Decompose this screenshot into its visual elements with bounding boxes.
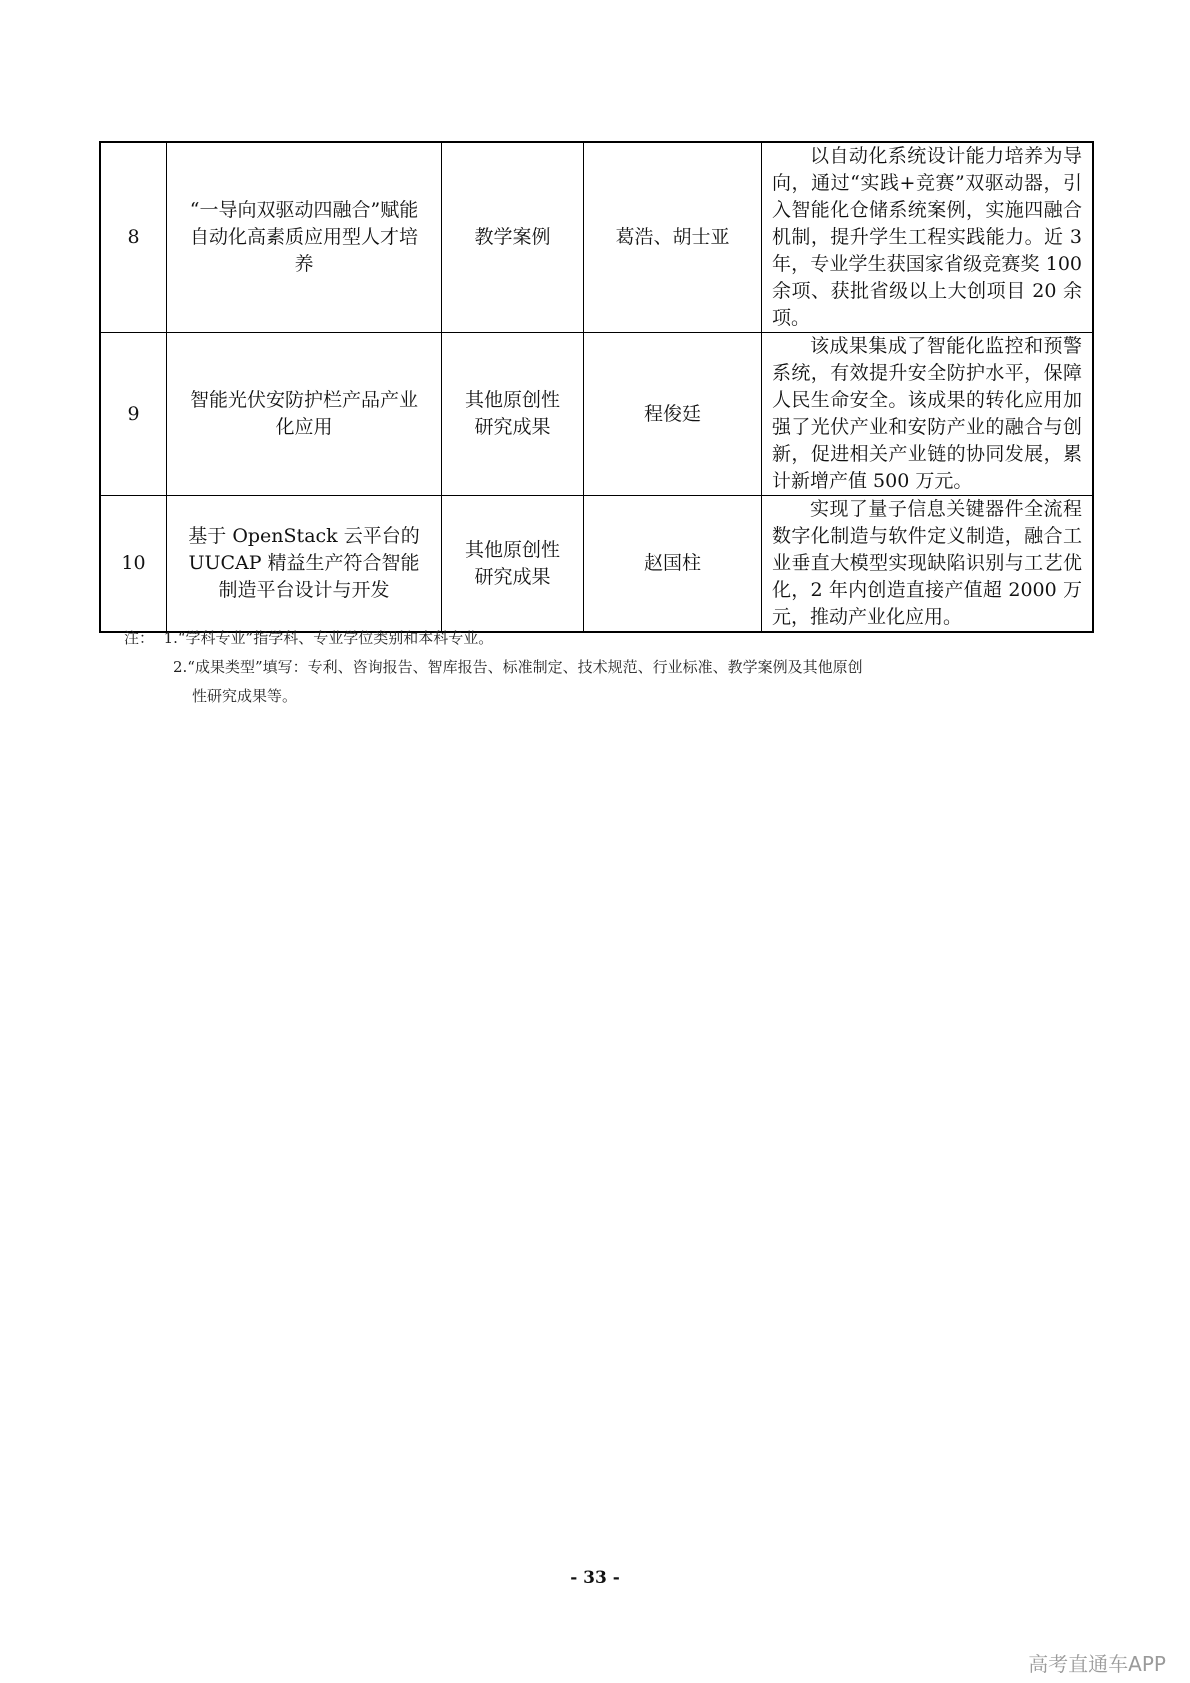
note-line-1	[124, 624, 1024, 653]
achievement-author: 赵国柱	[584, 496, 762, 633]
achievement-description: 实现了量子信息关键器件全流程数字化制造与软件定义制造，融合工业垂直大模型实现缺陷识别与工艺优化，2 年内创造直接产值超 2000 万元，推动产业化应用。	[772, 498, 1082, 628]
achievement-title: “一导向双驱动四融合”赋能自动化高素质应用型人才培养	[167, 142, 442, 333]
achievement-title: 基于 OpenStack 云平台的 UUCAP 精益生产符合智能制造平台设计与开发	[167, 496, 442, 633]
achievement-author: 程俊廷	[584, 333, 762, 496]
achievement-title: 智能光伏安防护栏产品产业化应用	[167, 333, 442, 496]
note-2-continued: 性研究成果等。	[192, 687, 298, 705]
table-notes	[124, 624, 1024, 711]
note-1: 1.“学科专业”指学科、专业学位类别和本科专业。	[163, 629, 494, 647]
achievement-type: 其他原创性研究成果	[442, 496, 584, 633]
achievement-description: 该成果集成了智能化监控和预警系统，有效提升安全防护水平，保障人民生命安全。该成果的转化应用加强了光伏产业和安防产业的融合与创新，促进相关产业链的协同发展，累计新增产值 500 万元。	[772, 335, 1082, 492]
note-label: 注：	[124, 629, 155, 647]
achievement-description-cell	[762, 142, 1094, 333]
page-number: - 33 -	[570, 1568, 620, 1588]
achievement-description: 以自动化系统设计能力培养为导向，通过“实践+竞赛”双驱动器，引入智能化仓储系统案例，实施四融合机制，提升学生工程实践能力。近 3 年，专业学生获国家省级竞赛奖 100 余项、获批省级以上大创项目 20 余项。	[772, 145, 1082, 329]
table-row	[100, 333, 1093, 496]
table-row	[100, 496, 1093, 633]
watermark: 高考直通车APP	[1028, 1652, 1166, 1676]
note-2: 2.“成果类型”填写：专利、咨询报告、智库报告、标准制定、技术规范、行业标准、教学案例及其他原创	[173, 658, 863, 676]
table-row	[100, 142, 1093, 333]
achievement-author: 葛浩、胡士亚	[584, 142, 762, 333]
achievement-type: 其他原创性研究成果	[442, 333, 584, 496]
achievement-description-cell	[762, 333, 1094, 496]
row-number: 8	[100, 142, 167, 333]
row-number: 10	[100, 496, 167, 633]
achievements-table	[99, 141, 1094, 633]
row-number: 9	[100, 333, 167, 496]
achievement-type: 教学案例	[442, 142, 584, 333]
achievement-description-cell	[762, 496, 1094, 633]
